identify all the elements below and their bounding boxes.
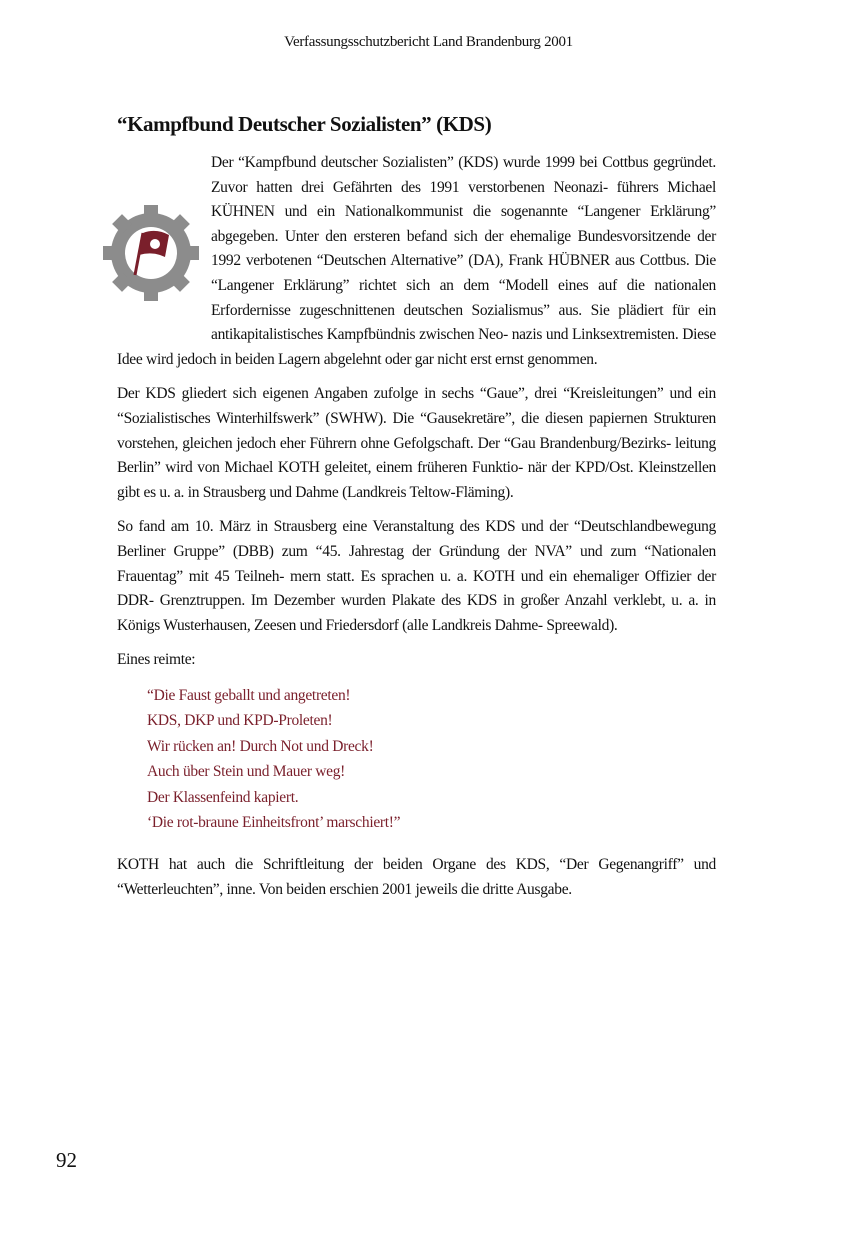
poem [147,683,716,835]
running-header: Verfassungsschutzbericht Land Brandenburg 2001 [284,34,573,50]
paragraph-1: Der “Kampfbund deutscher Sozialisten” (KDS) wurde 1999 bei Cottbus gegründet. Zuvor hatten drei Gefährten des 1991 verstorbenen Neonazi- führers Michael KÜHNEN und ein Nationalkommunist die sogenannte “Langener Erklärung” abgegeben. Unter den ersteren befand sich der ehemalige Bundesvorsitzende der 1992 verbotenen “Deutschen Alternative” (DA), Frank HÜBNER aus Cottbus. Die “Langener Erklärung” richtet sich an dem “Modell eines auf die nationalen Erfordernisse zugeschnittenen deutschen Sozialismus” aus. Sie plädiert für ein antikapitalistisches Kampfbündnis zwischen Neo- nazis und Linksextremisten. Diese Idee wird jedoch in beiden Lagern abgelehnt oder gar nicht erst ernst genommen. [117,151,716,372]
poem-line: Auch über Stein und Mauer weg! [147,763,346,781]
closing-paragraph: KOTH hat auch die Schriftleitung der beiden Organe des KDS, “Der Gegenangriff” und “Wetterleuchten”, inne. Von beiden erschien 2001 jeweils die dritte Ausgabe. [117,856,716,898]
poem-line: “Die Faust geballt und angetreten! [147,686,351,704]
paragraph-4: Eines reimte: [117,651,196,669]
kds-logo-icon [101,203,201,303]
poem-line: ‘Die rot-braune Einheitsfront’ marschiert!” [147,813,401,831]
poem-line: Wir rücken an! Durch Not und Dreck! [147,737,374,755]
poem-line: KDS, DKP und KPD-Proleten! [147,712,333,730]
article [117,112,716,913]
paragraph-2: Der KDS gliedert sich eigenen Angaben zufolge in sechs “Gaue”, drei “Kreisleitungen” und ein “Sozialistisches Winterhilfswerk” (SWHW). Die “Gausekretäre”, die diesen papiernen Strukturen vorstehen, gleichen jedoch eher Führern ohne Gefolgschaft. Der “Gau Brandenburg/Bezirks- leitung Berlin” wird von Michael KOTH geleitet, einem früheren Funktio- när der KPD/Ost. Kleinstzellen gibt es u. a. in Strausberg und Dahme (Landkreis Teltow-Fläming). [117,385,716,501]
poem-line: Der Klassenfeind kapiert. [147,788,299,806]
paragraph-3: So fand am 10. März in Strausberg eine Veranstaltung des KDS und der “Deutschlandbewegung Berliner Gruppe” (DBB) zum “45. Jahrestag der Gründung der NVA” und zum “Nationalen Frauentag” mit 45 Teilneh- mern statt. Es sprachen u. a. KOTH und ein ehemaliger Offizier der DDR- Grenztruppen. Im Dezember wurden Plakate des KDS in großer Anzahl verklebt, u. a. in Königs Wusterhausen, Zeesen und Friedersdorf (alle Landkreis Dahme- Spreewald). [117,518,716,634]
section-title: “Kampfbund Deutscher Sozialisten” (KDS) [117,112,492,136]
page-number: 92 [56,1148,77,1172]
